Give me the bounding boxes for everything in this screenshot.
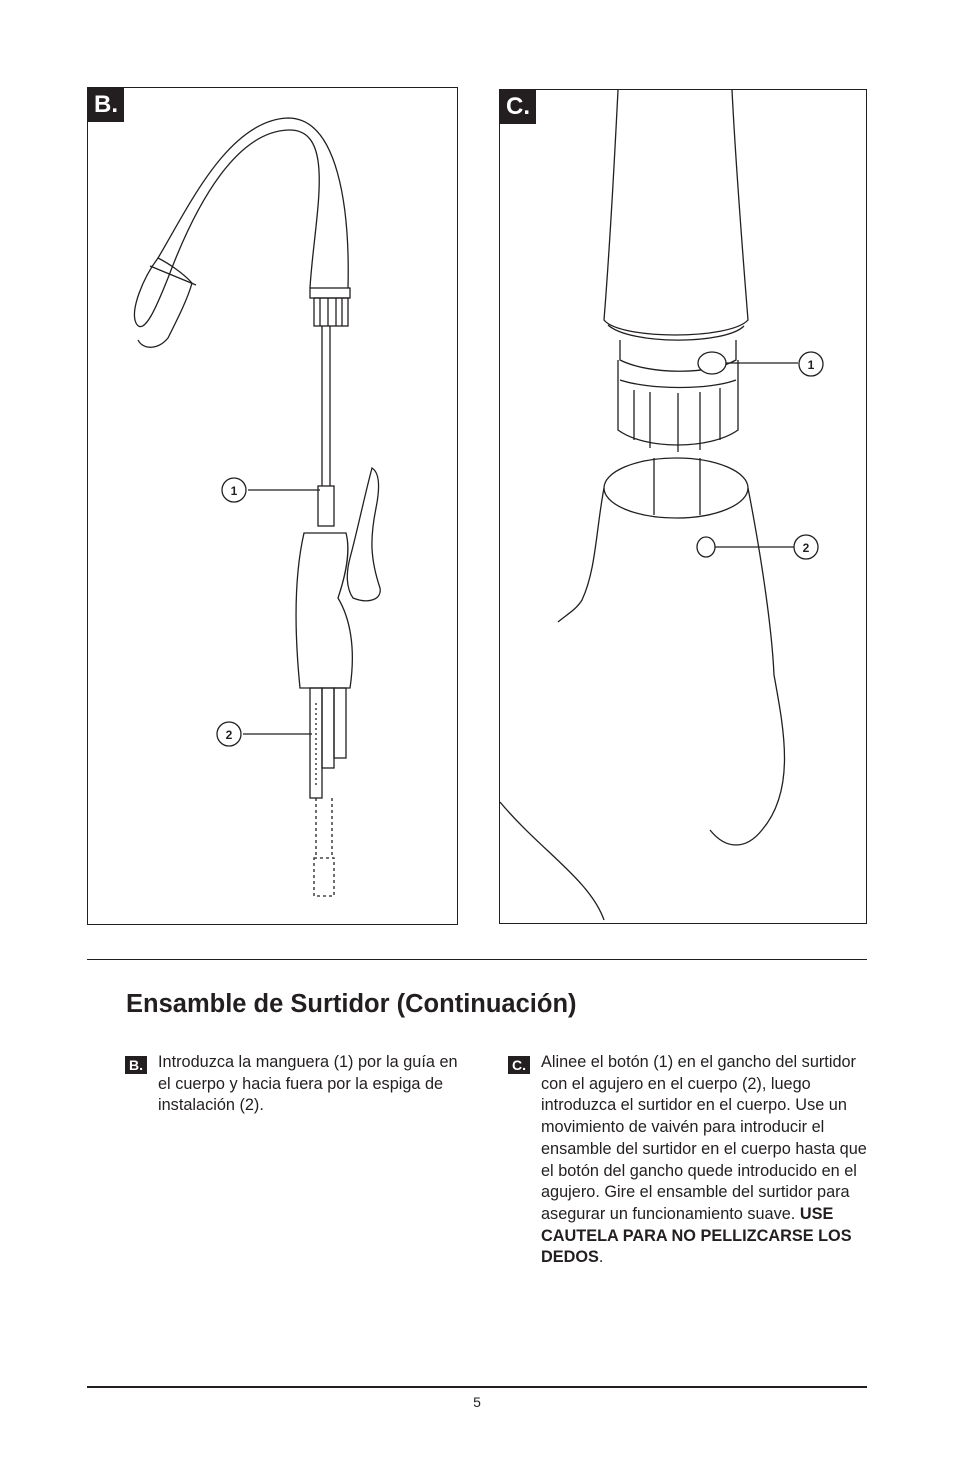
faucet-hose-illustration (88, 88, 459, 926)
step-c-end: . (598, 1248, 604, 1267)
figure-b-label: B. (88, 88, 124, 122)
step-b-badge: B. (125, 1056, 147, 1074)
section-title: Ensamble de Surtidor (Continuación) (126, 990, 577, 1018)
callout-1 (799, 352, 823, 376)
callout-2-label: 2 (802, 541, 810, 555)
step-c-body: Alinee el botón (1) en el gancho del surtidor con el agujero en el cuerpo (2), luego introduzca el surtidor en el cuerpo. Use un movimiento de vaivén para introducir el ensamble del surtidor en el cuerpo hasta que el botón del gancho quede introducido en el agujero. Gire el ensamble del surtidor para asegurar un funcionamiento suave. (541, 1053, 867, 1223)
page-number: 5 (473, 1394, 481, 1410)
figure-c-label: C. (500, 90, 536, 124)
step-c-warning: USE CAUTELA PARA NO PELLIZCARSE LOS DEDOS (541, 1204, 852, 1267)
callout-2 (217, 722, 241, 746)
callout-1 (222, 478, 246, 502)
spout-alignment-illustration (500, 90, 868, 925)
callout-2 (794, 535, 818, 559)
callout-1-label: 1 (807, 358, 815, 372)
step-b-text: Introduzca la manguera (1) por la guía en el cuerpo y hacia fuera por la espiga de instalación (2). (158, 1053, 458, 1115)
footer-divider (87, 1386, 867, 1388)
figure-b (87, 87, 458, 925)
figure-c (499, 89, 867, 924)
step-c-text (541, 1052, 871, 1269)
callout-2-label: 2 (225, 728, 233, 742)
section-divider (87, 959, 867, 960)
step-c-badge: C. (508, 1056, 530, 1074)
callout-1-label: 1 (230, 484, 238, 498)
